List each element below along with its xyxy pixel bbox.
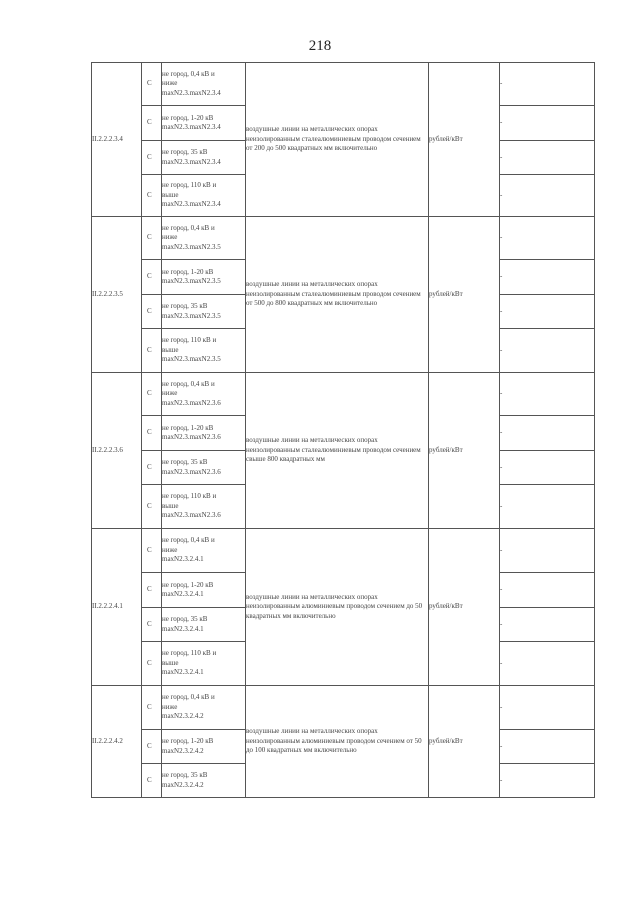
category-letter: С — [147, 585, 152, 594]
category-letter: С — [147, 152, 152, 161]
voltage-level-cell — [162, 416, 246, 451]
rate-value: - — [500, 329, 595, 373]
category-letter-cell — [142, 642, 162, 686]
voltage-level-cell — [162, 295, 246, 329]
category-letter-cell — [142, 416, 162, 451]
table-row — [92, 217, 595, 260]
voltage-level-cell — [162, 451, 246, 485]
rate-value: - — [500, 416, 595, 451]
voltage-level-cell — [162, 141, 246, 175]
voltage-level-line: maxN2.3.2.4.2 — [162, 746, 204, 755]
category-letter-cell — [142, 295, 162, 329]
line-description: воздушные линии на металлических опорах неизолированным алюминиевым проводом сечением от 50 до 100 квадратных мм включительно — [246, 686, 429, 798]
voltage-level-line: не город, 35 кВ — [162, 771, 208, 780]
tariff-table — [91, 62, 595, 798]
voltage-level-line: maxN2.3.maxN2.3.6 — [162, 433, 221, 441]
category-letter-cell — [142, 63, 162, 106]
category-letter: С — [147, 389, 152, 398]
rate-value: - — [500, 485, 595, 529]
voltage-level-line: maxN2.3.maxN2.3.5 — [162, 311, 221, 320]
category-letter: С — [147, 272, 152, 281]
category-letter-cell — [142, 175, 162, 217]
category-letter-cell — [142, 608, 162, 642]
voltage-level-line: maxN2.3.maxN2.3.5 — [162, 277, 221, 285]
voltage-level-line: не город, 110 кВ и — [162, 181, 217, 190]
voltage-level-line: maxN2.3.maxN2.3.6 — [162, 398, 221, 407]
voltage-level-line: maxN2.3.maxN2.3.4 — [162, 88, 221, 97]
voltage-level-line: maxN2.3.maxN2.3.5 — [162, 242, 221, 251]
table-row — [92, 373, 595, 416]
line-description: воздушные линии на металлических опорах неизолированным алюминиевым проводом сечением до 50 квадратных мм включительно — [246, 529, 429, 686]
tariff-table-body — [92, 63, 595, 798]
table-row — [92, 686, 595, 730]
voltage-level-cell — [162, 608, 246, 642]
voltage-level-line: ниже — [162, 702, 178, 711]
voltage-level-cell — [162, 485, 246, 529]
voltage-level-line: выше — [162, 501, 179, 510]
voltage-level-line: ниже — [162, 389, 178, 398]
category-letter-cell — [142, 141, 162, 175]
line-description: воздушные линии на металлических опорах неизолированным сталеалюминиевым проводом сечением от 200 до 500 квадратных мм включительно — [246, 63, 429, 217]
voltage-level-line: maxN2.3.maxN2.3.6 — [162, 511, 221, 520]
category-letter: С — [147, 190, 152, 199]
voltage-level-line: ниже — [162, 79, 178, 88]
category-letter: С — [147, 741, 152, 750]
rate-value: - — [500, 608, 595, 642]
category-letter: С — [147, 775, 152, 784]
voltage-level-line: не город, 1-20 кВ — [162, 423, 214, 432]
category-letter-cell — [142, 451, 162, 485]
voltage-level-line: не город, 110 кВ и — [162, 492, 217, 501]
category-letter-cell — [142, 573, 162, 608]
category-letter-cell — [142, 529, 162, 573]
voltage-level-cell — [162, 373, 246, 416]
voltage-level-line: выше — [162, 190, 179, 199]
category-letter: С — [147, 118, 152, 127]
category-letter: С — [147, 428, 152, 437]
voltage-level-line: maxN2.3.2.4.1 — [162, 590, 204, 598]
rate-value: - — [500, 63, 595, 106]
voltage-level-line: ниже — [162, 233, 178, 242]
voltage-level-line: ниже — [162, 545, 178, 554]
voltage-level-line: не город, 1-20 кВ — [162, 580, 214, 589]
voltage-level-line: maxN2.3.maxN2.3.4 — [162, 123, 221, 131]
category-letter-cell — [142, 329, 162, 373]
voltage-level-cell — [162, 175, 246, 217]
voltage-level-line: maxN2.3.maxN2.3.6 — [162, 467, 221, 476]
rate-value: - — [500, 373, 595, 416]
voltage-level-line: не город, 1-20 кВ — [162, 737, 214, 746]
voltage-level-line: не город, 110 кВ и — [162, 336, 217, 345]
voltage-level-line: maxN2.3.2.4.1 — [162, 624, 204, 633]
voltage-level-line: не город, 35 кВ — [162, 458, 208, 467]
voltage-level-cell — [162, 106, 246, 141]
category-letter-cell — [142, 260, 162, 295]
category-letter: С — [147, 79, 152, 88]
rate-value: - — [500, 217, 595, 260]
voltage-level-line: maxN2.3.2.4.2 — [162, 780, 204, 789]
category-letter-cell — [142, 686, 162, 730]
rate-value: - — [500, 764, 595, 798]
voltage-level-cell — [162, 573, 246, 608]
category-letter: С — [147, 306, 152, 315]
voltage-level-cell — [162, 764, 246, 798]
category-letter-cell — [142, 764, 162, 798]
voltage-level-line: maxN2.3.2.4.2 — [162, 712, 204, 721]
rate-value: - — [500, 451, 595, 485]
voltage-level-line: не город, 35 кВ — [162, 148, 208, 157]
unit-of-measure: рублей/кВт — [429, 686, 500, 798]
line-description: воздушные линии на металлических опорах неизолированным сталеалюминиевым проводом сечением от 500 до 800 квадратных мм включительно — [246, 217, 429, 373]
unit-of-measure: рублей/кВт — [429, 373, 500, 529]
voltage-level-cell — [162, 686, 246, 730]
rate-value: - — [500, 529, 595, 573]
category-letter-cell — [142, 373, 162, 416]
voltage-level-cell — [162, 642, 246, 686]
category-letter-cell — [142, 217, 162, 260]
rate-value: - — [500, 730, 595, 764]
rate-value: - — [500, 642, 595, 686]
voltage-level-line: maxN2.3.2.4.1 — [162, 668, 204, 677]
voltage-level-line: maxN2.3.maxN2.3.4 — [162, 157, 221, 166]
page-number: 218 — [308, 38, 332, 54]
category-letter: С — [147, 233, 152, 242]
voltage-level-line: maxN2.3.maxN2.3.4 — [162, 200, 221, 209]
voltage-level-cell — [162, 217, 246, 260]
voltage-level-cell — [162, 329, 246, 373]
category-letter-cell — [142, 485, 162, 529]
category-letter: С — [147, 501, 152, 510]
voltage-level-line: не город, 1-20 кВ — [162, 267, 214, 276]
voltage-level-line: не город, 110 кВ и — [162, 649, 217, 658]
rate-value: - — [500, 141, 595, 175]
unit-of-measure: рублей/кВт — [429, 63, 500, 217]
rate-value: - — [500, 686, 595, 730]
voltage-level-line: не город, 0,4 кВ и — [162, 379, 215, 388]
category-letter: С — [147, 462, 152, 471]
category-letter: С — [147, 658, 152, 667]
voltage-level-line: не город, 0,4 кВ и — [162, 536, 215, 545]
table-row — [92, 63, 595, 106]
category-letter-cell — [142, 106, 162, 141]
line-description: воздушные линии на металлических опорах неизолированным сталеалюминиевым проводом сечением свыше 800 квадратных мм — [246, 373, 429, 529]
item-code: II.2.2.2.3.5 — [92, 217, 142, 373]
rate-value: - — [500, 260, 595, 295]
item-code: II.2.2.2.3.6 — [92, 373, 142, 529]
unit-of-measure: рублей/кВт — [429, 217, 500, 373]
category-letter-cell — [142, 730, 162, 764]
table-row — [92, 529, 595, 573]
voltage-level-cell — [162, 730, 246, 764]
rate-value: - — [500, 175, 595, 217]
rate-value: - — [500, 573, 595, 608]
category-letter: С — [147, 619, 152, 628]
voltage-level-line: не город, 35 кВ — [162, 302, 208, 311]
voltage-level-line: не город, 0,4 кВ и — [162, 223, 215, 232]
voltage-level-line: не город, 35 кВ — [162, 615, 208, 624]
category-letter: С — [147, 702, 152, 711]
voltage-level-line: maxN2.3.2.4.1 — [162, 555, 204, 564]
rate-value: - — [500, 106, 595, 141]
item-code: II.2.2.2.3.4 — [92, 63, 142, 217]
item-code: II.2.2.2.4.2 — [92, 686, 142, 798]
voltage-level-cell — [162, 529, 246, 573]
voltage-level-line: выше — [162, 658, 179, 667]
voltage-level-line: maxN2.3.maxN2.3.5 — [162, 355, 221, 364]
voltage-level-line: не город, 0,4 кВ и — [162, 69, 215, 78]
category-letter: С — [147, 545, 152, 554]
item-code: II.2.2.2.4.1 — [92, 529, 142, 686]
rate-value: - — [500, 295, 595, 329]
voltage-level-cell — [162, 63, 246, 106]
voltage-level-line: не город, 1-20 кВ — [162, 113, 214, 122]
voltage-level-line: не город, 0,4 кВ и — [162, 693, 215, 702]
voltage-level-cell — [162, 260, 246, 295]
category-letter: С — [147, 345, 152, 354]
voltage-level-line: выше — [162, 345, 179, 354]
unit-of-measure: рублей/кВт — [429, 529, 500, 686]
